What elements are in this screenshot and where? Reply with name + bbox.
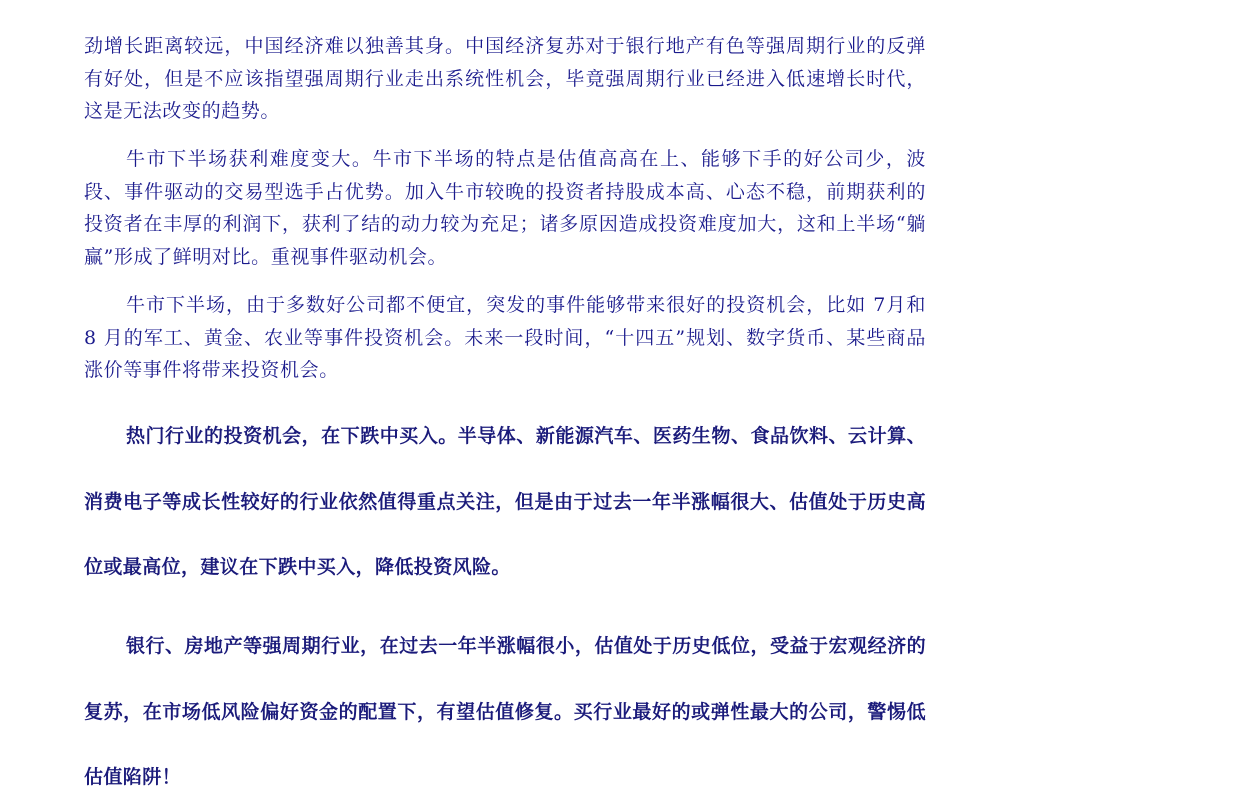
paragraph-2: 牛市下半场获利难度变大。牛市下半场的特点是估值高高在上、能够下手的好公司少，波段、事件驱动的交易型选手占优势。加入牛市较晚的投资者持股成本高、心态不稳，前期获利的投资者在丰厚的利润下，获利了结的动力较为充足；诸多原因造成投资难度加大，这和上半场“躺赢”形成了鲜明对比。重视事件驱动机会。 [84,148,926,268]
paragraph-1: 劲增长距离较远，中国经济难以独善其身。中国经济复苏对于银行地产有色等强周期行业的反弹有好处，但是不应该指望强周期行业走出系统性机会，毕竟强周期行业已经进入低速增长时代，这是无法改变的趋势。 [84,35,926,122]
paragraph-3: 牛市下半场，由于多数好公司都不便宜，突发的事件能够带来很好的投资机会，比如 7月和 8 月的军工、黄金、农业等事件投资机会。未来一段时间，“十四五”规划、数字货币、某些商品涨价等事件将带来投资机会。 [84,294,926,381]
paragraph-4: 热门行业的投资机会，在下跌中买入。半导体、新能源汽车、医药生物、食品饮料、云计算、消费电子等成长性较好的行业依然值得重点关注，但是由于过去一年半涨幅很大、估值处于历史高位或最高位，建议在下跌中买入，降低投资风险。 [84,426,926,578]
paragraph-5: 银行、房地产等强周期行业，在过去一年半涨幅很小，估值处于历史低位，受益于宏观经济的复苏，在市场低风险偏好资金的配置下，有望估值修复。买行业最好的或弹性最大的公司，警惕低估值陷阱！ [84,636,926,788]
